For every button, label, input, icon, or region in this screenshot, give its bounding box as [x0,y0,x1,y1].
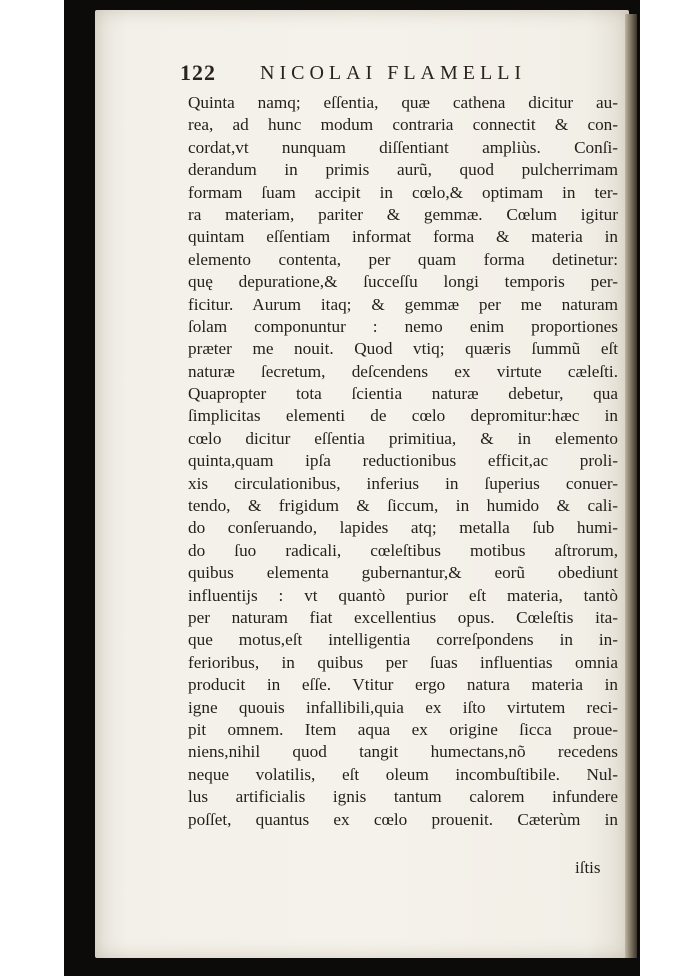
text-line: quintam eſſentiam informat forma & materia in [188,227,618,247]
text-line: præter me nouit. Quod vtiq; quæris ſummũ eſt [188,339,618,359]
page-header [180,60,560,90]
body-text [188,92,618,831]
text-line: neque volatilis, eſt oleum incombuſtibile. Nul- [188,764,618,784]
text-line: do conſeruando, lapides atq; metalla ſub humi- [188,518,618,538]
text-line: do ſuo radicali, cœleſtibus motibus aſtrorum, [188,540,618,560]
text-line: igne quouis infallibili,quia ex iſto virtutem reci- [188,697,618,717]
text-line: pit omnem. Item aqua ex origine ſicca proue- [188,719,618,739]
catchword: iſtis [575,858,601,877]
page-edge [625,14,637,958]
text-line: producit in eſſe. Vtitur ergo natura materia in [188,675,618,695]
text-line: ra materiam, pariter & gemmæ. Cœlum igitur [188,204,618,224]
text-line: niens,nihil quod tangit humectans,nõ recedens [188,742,618,762]
text-line: quibus elementa gubernantur,& eorũ obediunt [188,563,618,583]
page-number: 122 [180,60,216,85]
text-line: derandum in primis aurũ, quod pulcherrimam [188,160,618,180]
text-line: rea, ad hunc modum contraria connectit & con- [188,115,618,135]
text-line: naturæ ſecretum, deſcendens ex virtute cæleſti. [188,361,618,381]
text-line: ficitur. Aurum itaq; & gemmæ per me naturam [188,294,618,314]
text-line: per naturam fiat excellentius opus. Cœleſtis ita- [188,607,618,627]
text-line: Quapropter tota ſcientia naturæ debetur, qua [188,384,618,404]
text-line: ferioribus, in quibus per ſuas influentias omnia [188,652,618,672]
text-line: influentijs : vt quantò purior eſt materia, tantò [188,585,618,605]
text-line: elemento contenta, per quam forma detinetur: [188,249,618,269]
text-line: quinta,quam ipſa reductionibus efficit,ac proli- [188,451,618,471]
text-line: Quinta namq; eſſentia, quæ cathena dicitur au- [188,93,618,112]
text-line: quę depuratione,& ſucceſſu longi temporis per- [188,272,618,292]
text-line: ſolam componuntur : nemo enim proportiones [188,316,618,336]
text-line: lus artificialis ignis tantum calorem infundere [188,787,618,807]
text-line: tendo, & frigidum & ſiccum, in humido & cali- [188,496,618,516]
text-line: cordat,vt nunquam diſſentiant ampliùs. Conſi- [188,137,618,157]
text-line: xis circulationibus, inferius in ſuperius conuer- [188,473,618,493]
text-line: que motus,eſt intelligentia correſpondens in in- [188,630,618,650]
text-line: cœlo dicitur eſſentia primitiua, & in elemento [188,428,618,448]
text-line: poſſet, quantus ex cœlo prouenit. Cæterùm in [188,809,618,829]
text-line: ſimplicitas elementi de cœlo depromitur:hæc in [188,406,618,426]
text-line: formam ſuam accipit in cœlo,& optimam in ter- [188,182,618,202]
running-head: NICOLAI FLAMELLI [260,62,527,84]
